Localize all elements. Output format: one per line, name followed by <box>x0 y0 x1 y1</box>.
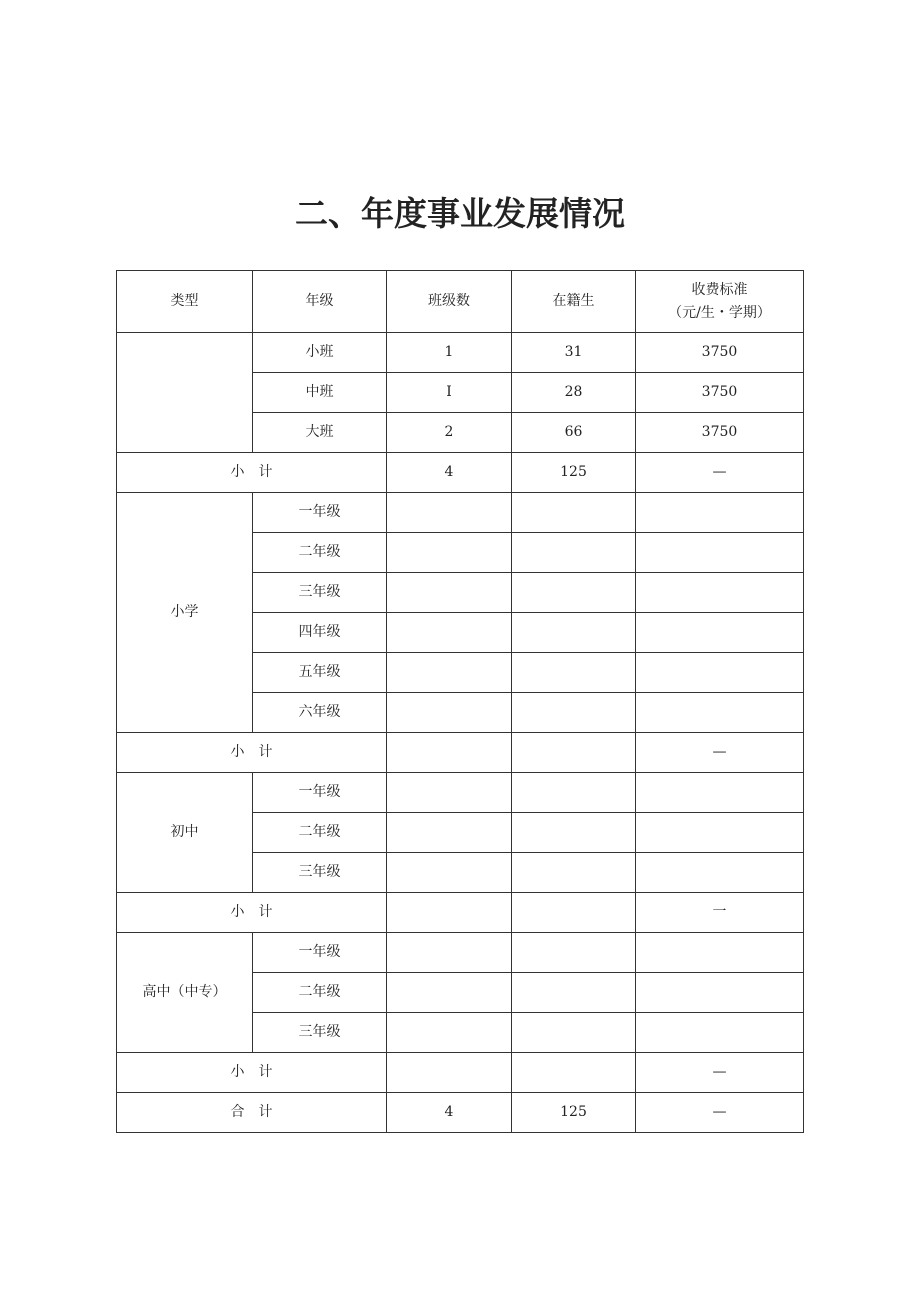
classes-cell <box>387 893 512 933</box>
fee-cell <box>636 973 804 1013</box>
type-cell-senior: 高中（中专） <box>117 933 253 1053</box>
classes-cell: 1 <box>387 333 512 373</box>
subtotal-label: 小 计 <box>117 733 387 773</box>
grade-cell: 二年级 <box>253 533 387 573</box>
subtotal-label: 小 计 <box>117 1053 387 1093</box>
grade-cell: 一年级 <box>253 773 387 813</box>
grade-cell: 一年级 <box>253 933 387 973</box>
classes-cell <box>387 853 512 893</box>
type-cell-junior: 初中 <box>117 773 253 893</box>
classes-cell <box>387 973 512 1013</box>
table-header-row <box>117 271 804 333</box>
grade-cell: 小班 <box>253 333 387 373</box>
table-row <box>117 493 804 533</box>
grade-cell: 三年级 <box>253 1013 387 1053</box>
type-cell-kindergarten <box>117 333 253 453</box>
enrolled-cell <box>512 773 636 813</box>
classes-cell: I <box>387 373 512 413</box>
enrolled-cell <box>512 693 636 733</box>
classes-cell <box>387 693 512 733</box>
fee-cell <box>636 493 804 533</box>
enrolled-cell <box>512 493 636 533</box>
fee-cell <box>636 573 804 613</box>
enrolled-cell <box>512 613 636 653</box>
enrolled-cell <box>512 1053 636 1093</box>
subtotal-row <box>117 453 804 493</box>
grade-cell: 中班 <box>253 373 387 413</box>
classes-cell <box>387 1053 512 1093</box>
classes-cell <box>387 653 512 693</box>
type-cell-primary: 小学 <box>117 493 253 733</box>
fee-cell <box>636 933 804 973</box>
subtotal-row <box>117 1053 804 1093</box>
classes-cell <box>387 613 512 653</box>
fee-cell: 3750 <box>636 333 804 373</box>
subtotal-row <box>117 893 804 933</box>
grade-cell: 大班 <box>253 413 387 453</box>
subtotal-label: 小 计 <box>117 893 387 933</box>
fee-cell <box>636 853 804 893</box>
grade-cell: 三年级 <box>253 853 387 893</box>
total-row <box>117 1093 804 1133</box>
fee-cell: 一 <box>636 893 804 933</box>
enrolled-cell: 125 <box>512 453 636 493</box>
fee-cell <box>636 533 804 573</box>
classes-cell <box>387 773 512 813</box>
enrolled-cell <box>512 813 636 853</box>
enrolled-cell <box>512 893 636 933</box>
fee-cell: 3750 <box>636 373 804 413</box>
fee-cell <box>636 773 804 813</box>
fee-cell <box>636 693 804 733</box>
classes-cell <box>387 493 512 533</box>
grade-cell: 五年级 <box>253 653 387 693</box>
enrolled-cell <box>512 573 636 613</box>
enrolled-cell <box>512 933 636 973</box>
fee-cell <box>636 1013 804 1053</box>
enrolled-cell <box>512 1013 636 1053</box>
header-classes: 班级数 <box>387 271 512 333</box>
enrolled-cell <box>512 653 636 693</box>
header-enrolled: 在籍生 <box>512 271 636 333</box>
classes-cell: 4 <box>387 1093 512 1133</box>
grade-cell: 六年级 <box>253 693 387 733</box>
table-row <box>117 333 804 373</box>
classes-cell: 4 <box>387 453 512 493</box>
enrolled-cell: 66 <box>512 413 636 453</box>
classes-cell <box>387 813 512 853</box>
fee-cell: — <box>636 733 804 773</box>
grade-cell: 二年级 <box>253 813 387 853</box>
grade-cell: 一年级 <box>253 493 387 533</box>
classes-cell <box>387 573 512 613</box>
classes-cell <box>387 533 512 573</box>
subtotal-label: 小 计 <box>117 453 387 493</box>
classes-cell <box>387 733 512 773</box>
classes-cell <box>387 933 512 973</box>
classes-cell: 2 <box>387 413 512 453</box>
enrolled-cell <box>512 733 636 773</box>
grade-cell: 三年级 <box>253 573 387 613</box>
enrolled-cell <box>512 973 636 1013</box>
fee-cell: 3750 <box>636 413 804 453</box>
fee-cell: — <box>636 453 804 493</box>
header-type: 类型 <box>117 271 253 333</box>
table-row <box>117 933 804 973</box>
header-fee-line1: 收费标准 <box>691 281 748 298</box>
enrolled-cell: 125 <box>512 1093 636 1133</box>
grade-cell: 四年级 <box>253 613 387 653</box>
total-label: 合 计 <box>117 1093 387 1133</box>
subtotal-row <box>117 733 804 773</box>
fee-cell <box>636 613 804 653</box>
header-grade: 年级 <box>253 271 387 333</box>
enrolled-cell: 28 <box>512 373 636 413</box>
header-fee <box>636 271 804 333</box>
enrolled-cell: 31 <box>512 333 636 373</box>
enrolled-cell <box>512 533 636 573</box>
header-fee-line2: （元/生・学期） <box>668 304 771 321</box>
enrolled-cell <box>512 853 636 893</box>
fee-cell: — <box>636 1093 804 1133</box>
fee-cell: — <box>636 1053 804 1093</box>
enrollment-table <box>116 270 804 1133</box>
page-title: 二、年度事业发展情况 <box>295 194 625 233</box>
classes-cell <box>387 1013 512 1053</box>
table-row <box>117 773 804 813</box>
grade-cell: 二年级 <box>253 973 387 1013</box>
fee-cell <box>636 813 804 853</box>
fee-cell <box>636 653 804 693</box>
